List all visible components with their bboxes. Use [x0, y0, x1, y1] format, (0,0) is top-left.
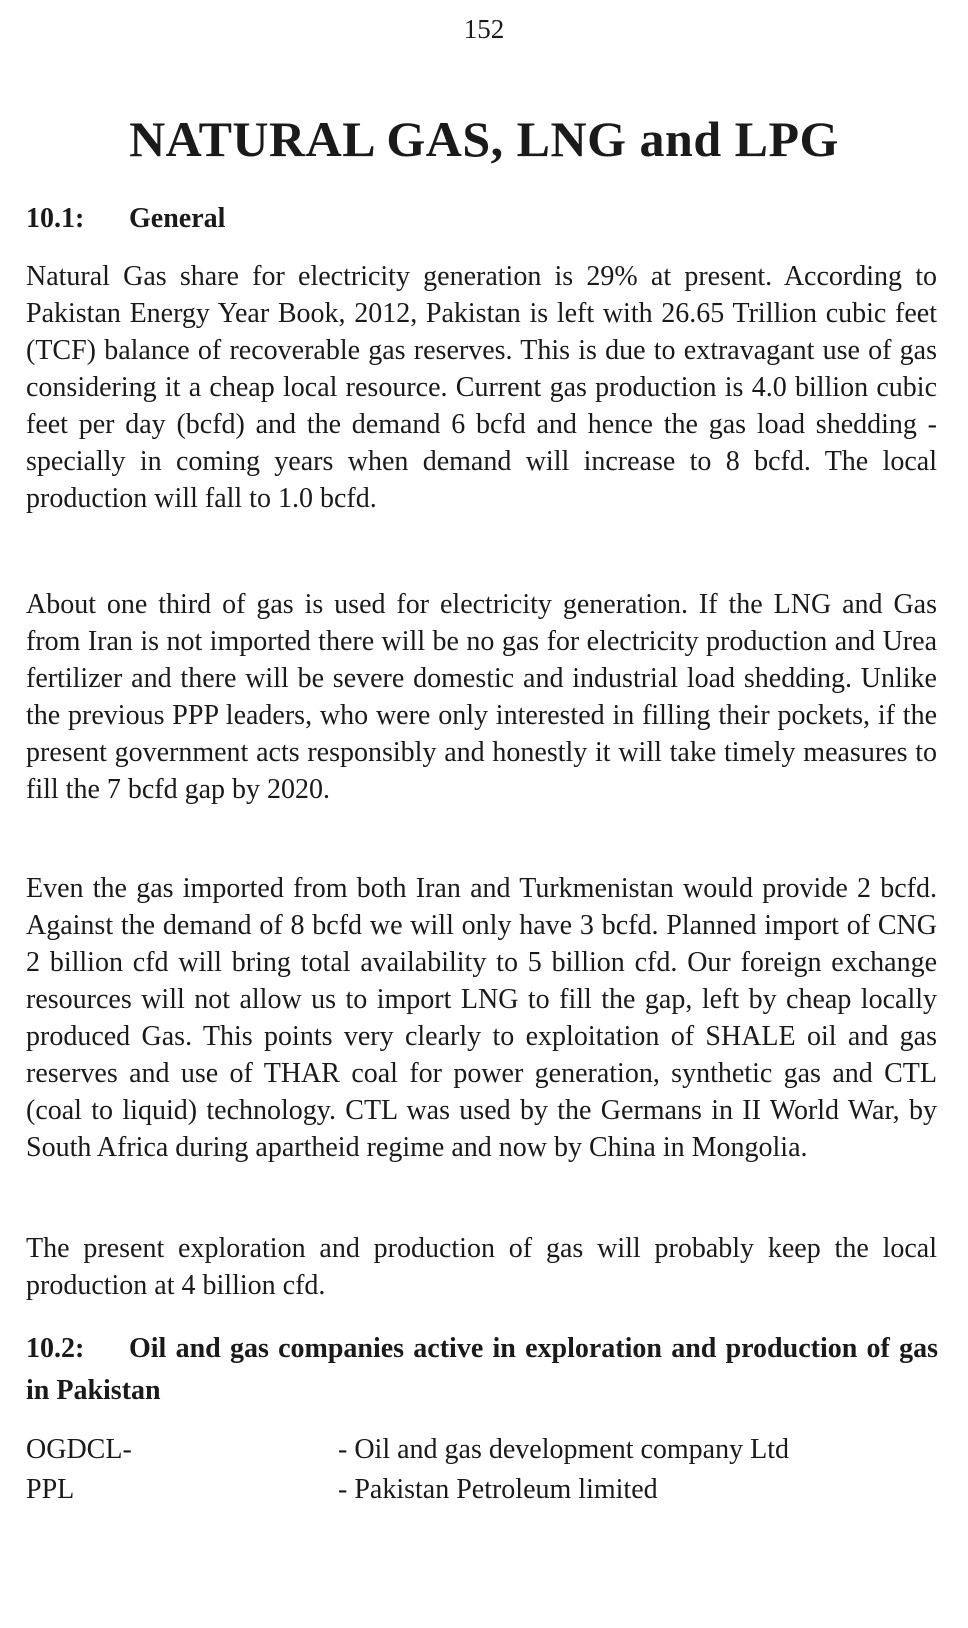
section-title: General	[129, 203, 226, 234]
section-number: 10.2:	[26, 1333, 85, 1364]
company-row	[26, 1430, 938, 1470]
company-full-name: - Oil and gas development company Ltd	[338, 1434, 789, 1465]
chapter-title: NATURAL GAS, LNG and LPG	[129, 111, 839, 167]
section-heading-companies	[26, 1328, 938, 1412]
paragraph: The present exploration and production of gas will probably keep the local production at 4 billion cfd.	[26, 1233, 937, 1301]
company-abbreviation: OGDCL-	[26, 1434, 132, 1465]
paragraph: About one third of gas is used for electricity generation. If the LNG and Gas from Iran is not imported there will be no gas for electricity production and Urea fertilizer and there will be severe domestic and industrial load shedding. Unlike the previous PPP leaders, who were only interested in filling their pockets, if the present government acts responsibly and honestly it will take timely measures to fill the 7 bcfd gap by 2020.	[26, 589, 937, 805]
page-number: 152	[463, 14, 505, 44]
paragraph: Natural Gas share for electricity generation is 29% at present. According to Pakistan Energy Year Book, 2012, Pakistan is left with 26.65 Trillion cubic feet (TCF) balance of recoverable gas reserves. This is due to extravagant use of gas considering it a cheap local resource. Current gas production is 4.0 billion cubic feet per day (bcfd) and the demand 6 bcfd and hence the gas load shedding -specially in coming years when demand will increase to 8 bcfd. The local production will fall to 1.0 bcfd.	[26, 261, 937, 514]
company-list	[26, 1430, 938, 1510]
section-heading-general	[26, 203, 225, 235]
section-title: Oil and gas companies active in exploration and production of gas in Pakistan	[26, 1333, 938, 1406]
paragraph: Even the gas imported from both Iran and Turkmenistan would provide 2 bcfd. Against the demand of 8 bcfd we will only have 3 bcfd. Planned import of CNG 2 billion cfd will bring total availability to 5 billion cfd. Our foreign exchange resources will not allow us to import LNG to fill the gap, left by cheap locally produced Gas. This points very clearly to exploitation of SHALE oil and gas reserves and use of THAR coal for power generation, synthetic gas and CTL (coal to liquid) technology. CTL was used by the Germans in II World War, by South Africa during apartheid regime and now by China in Mongolia.	[26, 873, 937, 1163]
section-number: 10.1:	[26, 203, 85, 234]
company-full-name: - Pakistan Petroleum limited	[338, 1474, 658, 1505]
company-row	[26, 1470, 938, 1510]
company-abbreviation: PPL	[26, 1474, 75, 1505]
